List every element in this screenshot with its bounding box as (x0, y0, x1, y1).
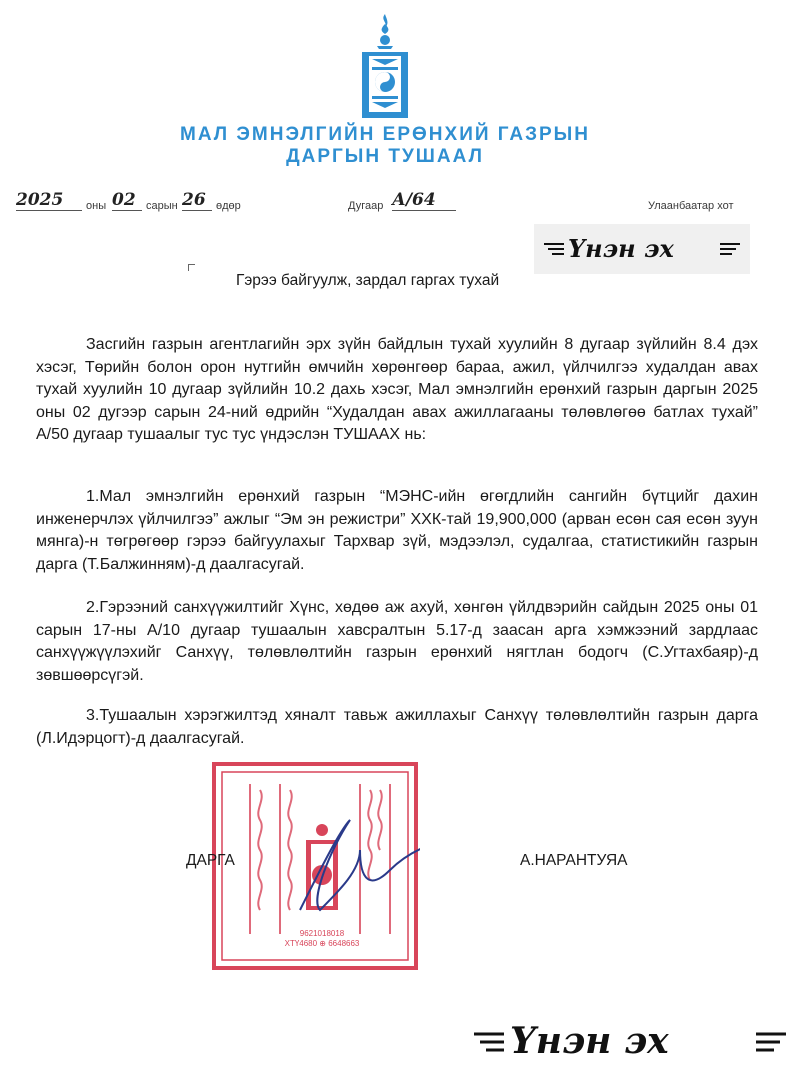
date-month: 02 (112, 190, 142, 211)
order-number: А/64 (392, 190, 456, 211)
stamp-code-1: 9621018018 (299, 929, 345, 938)
soyombo-emblem-icon (352, 14, 418, 122)
stamp-code-2: ХТҮ4680 ⊕ 6648663 (284, 939, 360, 948)
order-item-2: 2.Гэрээний санхүүжилтийг Хүнс, хөдөө аж ахуй, хөнгөн үйлдвэрийн сайдын 2025 оны 01 сарын 17-ны А/10 дугаар тушаалын хавсралтын 5.17-д заасан арга хэмжээний зардлаас санхүүжүүлэхийг Санхүү, төлөвлөлтийн газрын ерөнхий нягтлан бодогч (С.Угтахбаяр)-д зөвшөөрсүгэй. (36, 599, 758, 684)
watermark-text: Үнэн эх (568, 234, 674, 263)
date-year-suffix: оны (86, 200, 107, 212)
watermark-logo-small (534, 224, 750, 274)
document-subject: Гэрээ байгуулж, зардал гаргах тухай (236, 272, 500, 289)
date-day: 26 (182, 190, 212, 211)
date-year: 2025 (16, 190, 82, 211)
official-stamp (210, 760, 420, 972)
order-item-3: 3.Тушаалын хэрэгжилтэд хяналт тавьж ажиллахыг Санхүү төлөвлөлтийн газрын дарга (Л.Идэрцогт)-д даалгасугай. (36, 707, 758, 747)
city-name: Улаанбаатар хот (648, 200, 734, 212)
date-month-suffix: сарын (146, 200, 178, 212)
org-name-line1: МАЛ ЭМНЭЛГИЙН ЕРӨНХИЙ ГАЗРЫН (180, 124, 590, 145)
order-item-1: 1.Мал эмнэлгийн ерөнхий газрын “МЭНС-ийн өгөгдлийн сангийн бүтцийг дахин инженерчлэх үйлчилгээ” ажлыг “Эм эн режистри” ХХК-тай 19,900,000 (арван есөн сая есөн зуун мянга)-н төгрөгөөр гэрээ байгуулахыг Тархвар зүй, мэдээлэл, судалгаа, статистикийн газрын дарга (Т.Балжинням)-д даалгасугай. (36, 488, 758, 573)
corner-mark (188, 264, 195, 271)
watermark-logo-large (470, 1016, 790, 1070)
preamble-paragraph: Засгийн газрын агентлагийн эрх зүйн байдлын тухай хуулийн 8 дугаар зүйлийн 8.4 дэх хэсэг, Төрийн болон орон нутгийн өмчийн хөрөнгөөр бараа, ажил, үйлчилгээ худалдан авах тухай хуулийн 10 дугаар зүйлийн 10.2 дахь хэсэг, Мал эмнэлгийн ерөнхий газрын даргын 2025 оны 02 дугээр сарын 24-ний өдрийн “Худалдан авах ажиллагааны төлөвлөгөө батлах тухай” А/50 дугаар тушаалыг тус тус үндэслэн ТУШААХ нь: (36, 336, 758, 443)
signatory-title: ДАРГА (186, 852, 235, 869)
document-type-title: ДАРГЫН ТУШААЛ (286, 146, 484, 167)
signatory-name: А.НАРАНТУЯА (520, 852, 628, 869)
date-day-suffix: өдөр (216, 200, 241, 212)
order-number-label: Дугаар (348, 200, 384, 212)
watermark-text: Үнэн эх (510, 1020, 669, 1062)
